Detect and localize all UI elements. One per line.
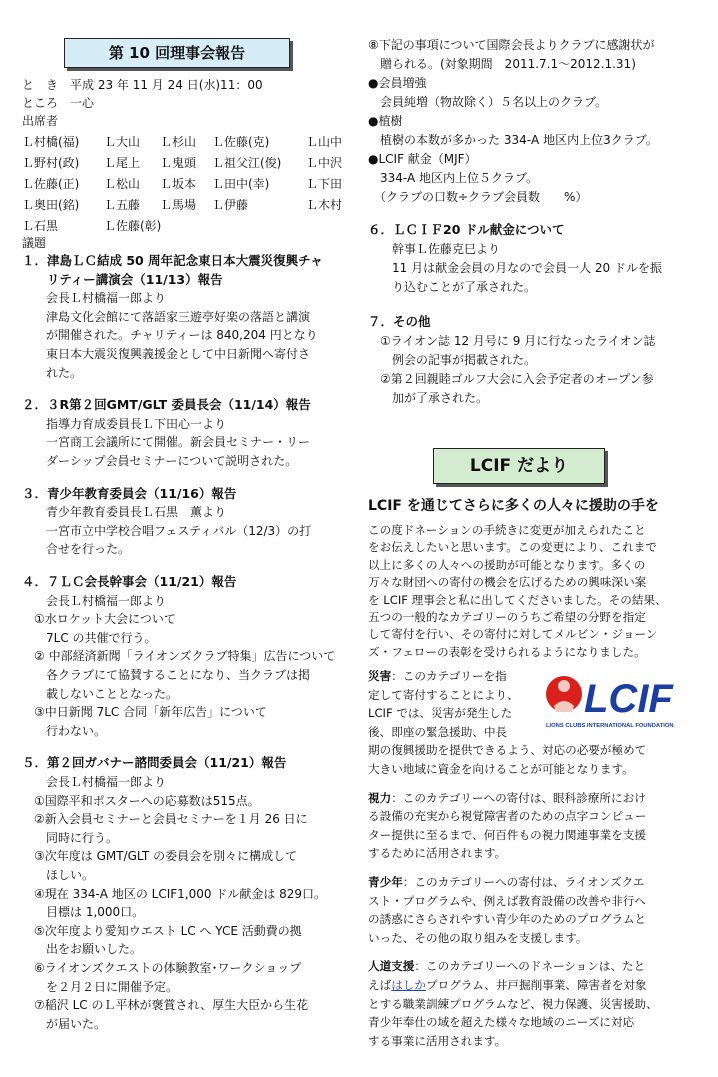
award-text: 334-A 地区内上位５クラブ。	[368, 171, 539, 185]
attendee-name: Ｌ大山	[104, 135, 141, 149]
agenda-text: 出をお願いした。	[22, 942, 143, 957]
agenda-heading: １．津島ＬＣ結成 50 周年記念東日本大震災復興チャ	[22, 253, 323, 268]
agenda-text: 加が了承された。	[368, 391, 489, 405]
attendee-name: Ｌ野村(政)	[22, 156, 80, 170]
lcif-intro-text: 五つの一般的なカテゴリーのうちご希望の分野を指定	[368, 610, 646, 624]
lcif-disaster: 後、即座の緊急援助、中長	[368, 724, 508, 739]
agenda-text: り込むことが了承された。	[368, 280, 537, 294]
agenda-label: 議題	[22, 236, 47, 250]
lcif-intro-text: を LCIF 理事会と私に出してくださいました。その結果、	[368, 592, 667, 607]
agenda-text: 載しないこととなった。	[22, 686, 179, 701]
lcif-intro-text: をお伝えしたいと思います。この変更により、これまで	[368, 540, 657, 555]
agenda-heading: リティー講演会（11/13）報告	[22, 271, 223, 287]
agenda-text: 東日本大震災復興義援金として中日新聞へ寄付さ	[22, 347, 311, 361]
lcif-humanitarian-label: 人道支援	[368, 959, 415, 974]
meeting-place: ところ 一心	[22, 96, 95, 110]
lcif-youth: スト・プログラムや、例えば教育設備の改善や非行へ	[368, 893, 646, 908]
agenda-heading: ７．その他	[368, 314, 431, 329]
lcif-vision: するために活用されます。	[368, 846, 507, 861]
agenda-text: 会長Ｌ村橋福一郎より	[22, 775, 167, 789]
attendee-name: Ｌ下田	[306, 177, 343, 191]
agenda-text: 同時に行う。	[22, 830, 119, 845]
agenda-heading: ３．青少年教育委員会（11/16）報告	[22, 485, 237, 501]
lcif-vision: る設備の充実から視覚障害者のための点字コンピュー	[368, 809, 647, 824]
award-text: 贈られる。(対象期間 2011.7.1～2012.1.31)	[368, 57, 636, 71]
attendee-name: Ｌ尾上	[104, 156, 141, 170]
lcif-disaster: 期の復興援助を提供できるよう、対応の必要が極めて	[368, 743, 647, 758]
lcif-section-title: LCIF だより	[433, 448, 605, 484]
lcif-humanitarian: 人道支援：このカテゴリーへのドネーションは、たと	[368, 959, 646, 974]
award-text: 会員純増（物故除く）５名以上のクラブ。	[368, 95, 608, 109]
attendee-name: Ｌ五藤	[104, 198, 141, 212]
award-text: 植樹の本数が多かった 334-A 地区内上位3クラブ。	[368, 133, 658, 147]
agenda-heading: ６．ＬＣＩＦ20 ドル献金について	[368, 222, 565, 237]
agenda-text: ほしい。	[22, 868, 95, 882]
agenda-text: 例会の記事が掲載された。	[368, 353, 537, 367]
attendees-label: 出席者	[22, 114, 59, 128]
lcif-youth: 青少年：このカテゴリーへの寄付は、ライオンズクエ	[368, 875, 645, 889]
attendee-name: Ｌ鬼頭	[160, 156, 197, 170]
meeting-date: と き 平成 23 年 11 月 24 日(水)11：00	[22, 78, 263, 92]
agenda-text: 一宮商工会議所にて開催。新会員セミナー・リー	[22, 435, 311, 450]
lcif-intro-text: この度ドネーションの手続きに変更が加えられたこと	[368, 523, 646, 537]
attendee-name: Ｌ佐藤(克)	[212, 135, 270, 149]
agenda-text: 目標は 1,000口。	[22, 905, 145, 920]
agenda-text: ②新入会員セミナーと会員セミナーを１月 26 日に	[22, 812, 308, 827]
agenda-text: ⑥ライオンズクエストの体験教室･ワークショップ	[22, 961, 302, 975]
attendee-name: Ｌ坂本	[160, 177, 197, 191]
attendee-name: Ｌ祖父江(俊)	[212, 156, 282, 170]
agenda-text: 7LC の共催で行う。	[22, 630, 157, 645]
agenda-text: 会長Ｌ村橋福一郎より	[22, 593, 167, 608]
agenda-text: ② 中部経済新聞「ライオンズクラブ特集」広告について	[22, 649, 336, 664]
award-text: ●LCIF 献金（MJF）	[368, 152, 477, 166]
agenda-heading: ５．第２回ガバナー諮問委員会（11/21）報告	[22, 755, 287, 771]
attendee-name: Ｌ木村	[306, 198, 343, 212]
lcif-humanitarian: とする職業訓練プログラムなど、視力保護、災害援助、	[368, 996, 658, 1011]
lcif-humanitarian: えばはしかプログラム、井戸掘削事業、障害者を対象	[368, 978, 647, 992]
agenda-text: 11 月は献金会員の月なので会員一人 20 ドルを振	[368, 261, 662, 275]
agenda-text: 一宮市立中学校合唱フェスティバル（12/3）の打	[22, 523, 312, 538]
lcif-vision-label: 視力	[368, 790, 392, 805]
agenda-text: ②第２回親睦ゴルフ大会に入会予定者のオープン参	[368, 372, 654, 386]
lcif-intro-text: して寄付を行い、その寄付に対してメルビン・ジョーン	[368, 627, 658, 642]
agenda-text: 各クラブにて協賛することになり、当クラブは掲	[22, 668, 311, 682]
attendee-name: Ｌ中沢	[306, 156, 343, 170]
agenda-text: が届いた。	[22, 1016, 107, 1031]
agenda-text: ①国際平和ポスターへの応募数は515点。	[22, 793, 260, 808]
lcif-intro-text: 万々な財団への寄付の機会を広げるための興味深い案	[368, 575, 647, 590]
agenda-text: 指導力育成委員長Ｌ下田心一より	[22, 416, 227, 431]
lcif-vision: 視力：このカテゴリーへの寄付は、眼科診療所におけ	[368, 790, 646, 805]
attendee-name: Ｌ田中(幸)	[212, 177, 270, 191]
agenda-text: ⑤次年度より愛知ウエスト LC へ YCE 活動費の拠	[22, 923, 302, 938]
lcif-disaster: 定して寄付することにより、	[368, 687, 519, 702]
attendee-name: Ｌ杉山	[160, 135, 197, 149]
award-text: （クラブの口数÷クラブ会員数 %）	[368, 190, 588, 204]
agenda-text: ③中日新聞 7LC 合同「新年広告」について	[22, 705, 267, 720]
lcif-logo-icon	[544, 666, 694, 732]
attendee-name: Ｌ山中	[306, 135, 343, 149]
svg-text:LIONS CLUBS INTERNATIONAL FOUN: LIONS CLUBS INTERNATIONAL FOUNDATION	[546, 723, 674, 729]
agenda-text: ④現在 334-A 地区の LCIF1,000 ドル献金は 829口。	[22, 886, 327, 901]
attendee-name: Ｌ馬場	[160, 198, 197, 212]
lcif-intro-text: ズ・フェローの表彰を受けられるようになりました。	[368, 644, 646, 659]
agenda-text: ③次年度は GMT/GLT の委員会を別々に構成して	[22, 849, 298, 864]
agenda-text: 行わない。	[22, 723, 107, 738]
lcif-youth-label: 青少年	[368, 875, 403, 889]
attendee-name: Ｌ松山	[104, 177, 141, 191]
attendee-name: Ｌ奥田(銘)	[22, 198, 80, 212]
lcif-youth: の誘惑にさらされやすい青少年のためのプログラムと	[368, 912, 647, 927]
lcif-youth: いった、その他の取り組みを支援します。	[368, 930, 588, 945]
agenda-text: を２月２日に開催予定。	[22, 979, 179, 994]
lcif-disaster: 災害：このカテゴリーを指	[368, 669, 507, 683]
agenda-heading: ４．７ＬＣ会長幹事会（11/21）報告	[22, 574, 237, 589]
agenda-text: 幹事Ｌ佐藤克巳より	[368, 242, 501, 256]
attendee-name: Ｌ伊藤	[212, 198, 249, 212]
agenda-text: 合せを行った。	[22, 542, 131, 557]
lcif-disaster-label: 災害	[368, 669, 392, 683]
agenda-text: れた。	[22, 365, 83, 380]
lcif-lead: LCIF を通じてさらに多くの人々に援助の手を	[368, 498, 659, 514]
agenda-text: 会長Ｌ村橋福一郎より	[22, 291, 167, 306]
award-text: ⑧下記の事項について国際会長よりクラブに感謝状が	[368, 38, 655, 52]
award-text: ●会員増強	[368, 76, 427, 90]
lcif-humanitarian: 青少年奉仕の域を超えた様々な地域のニーズに対応	[368, 1015, 635, 1030]
lcif-vision: ター提供に至るまで、何百件もの視力関連事業を支援	[368, 827, 647, 842]
agenda-text: ①ライオン誌 12 月号に 9 月に行なったライオン誌	[368, 334, 656, 348]
svg-text:LCIF: LCIF	[584, 677, 673, 721]
agenda-text: 津島文化会館にて落語家三遊亭好楽の落語と講演	[22, 309, 311, 324]
lcif-disaster: LCIF では、災害が発生した	[368, 706, 513, 721]
agenda-text: ⑦稲沢 LC のＬ平林が褒賞され、厚生大臣から生花	[22, 998, 309, 1013]
award-text: ●植樹	[368, 114, 403, 128]
attendee-name: Ｌ佐藤(彰)	[104, 219, 162, 233]
agenda-text: ①水ロケット大会について	[22, 612, 176, 627]
agenda-text: 青少年教育委員長Ｌ石黒 薫より	[22, 505, 227, 520]
agenda-text: が開催された。チャリティーは 840,204 円となり	[22, 328, 318, 343]
lcif-logo	[544, 666, 694, 732]
page-title: 第 10 回理事会報告	[64, 38, 290, 68]
attendee-name: Ｌ石黒	[22, 219, 59, 233]
lcif-intro-text: 以上に多くの人々への援助が可能となります。多くの	[368, 557, 646, 572]
lcif-disaster: 大きい地域に資金を向けることが可能となります。	[368, 762, 634, 776]
measles-link[interactable]: はしか	[391, 978, 426, 992]
agenda-heading: ２．３R第２回GMT/GLT 委員長会（11/14）報告	[22, 397, 311, 413]
attendee-name: Ｌ佐藤(正)	[22, 177, 80, 191]
agenda-text: ダーシップ会員セミナーについて説明された。	[22, 454, 298, 468]
attendee-name: Ｌ村橋(福)	[22, 135, 80, 149]
lcif-humanitarian: する事業に活用されます。	[368, 1033, 507, 1048]
